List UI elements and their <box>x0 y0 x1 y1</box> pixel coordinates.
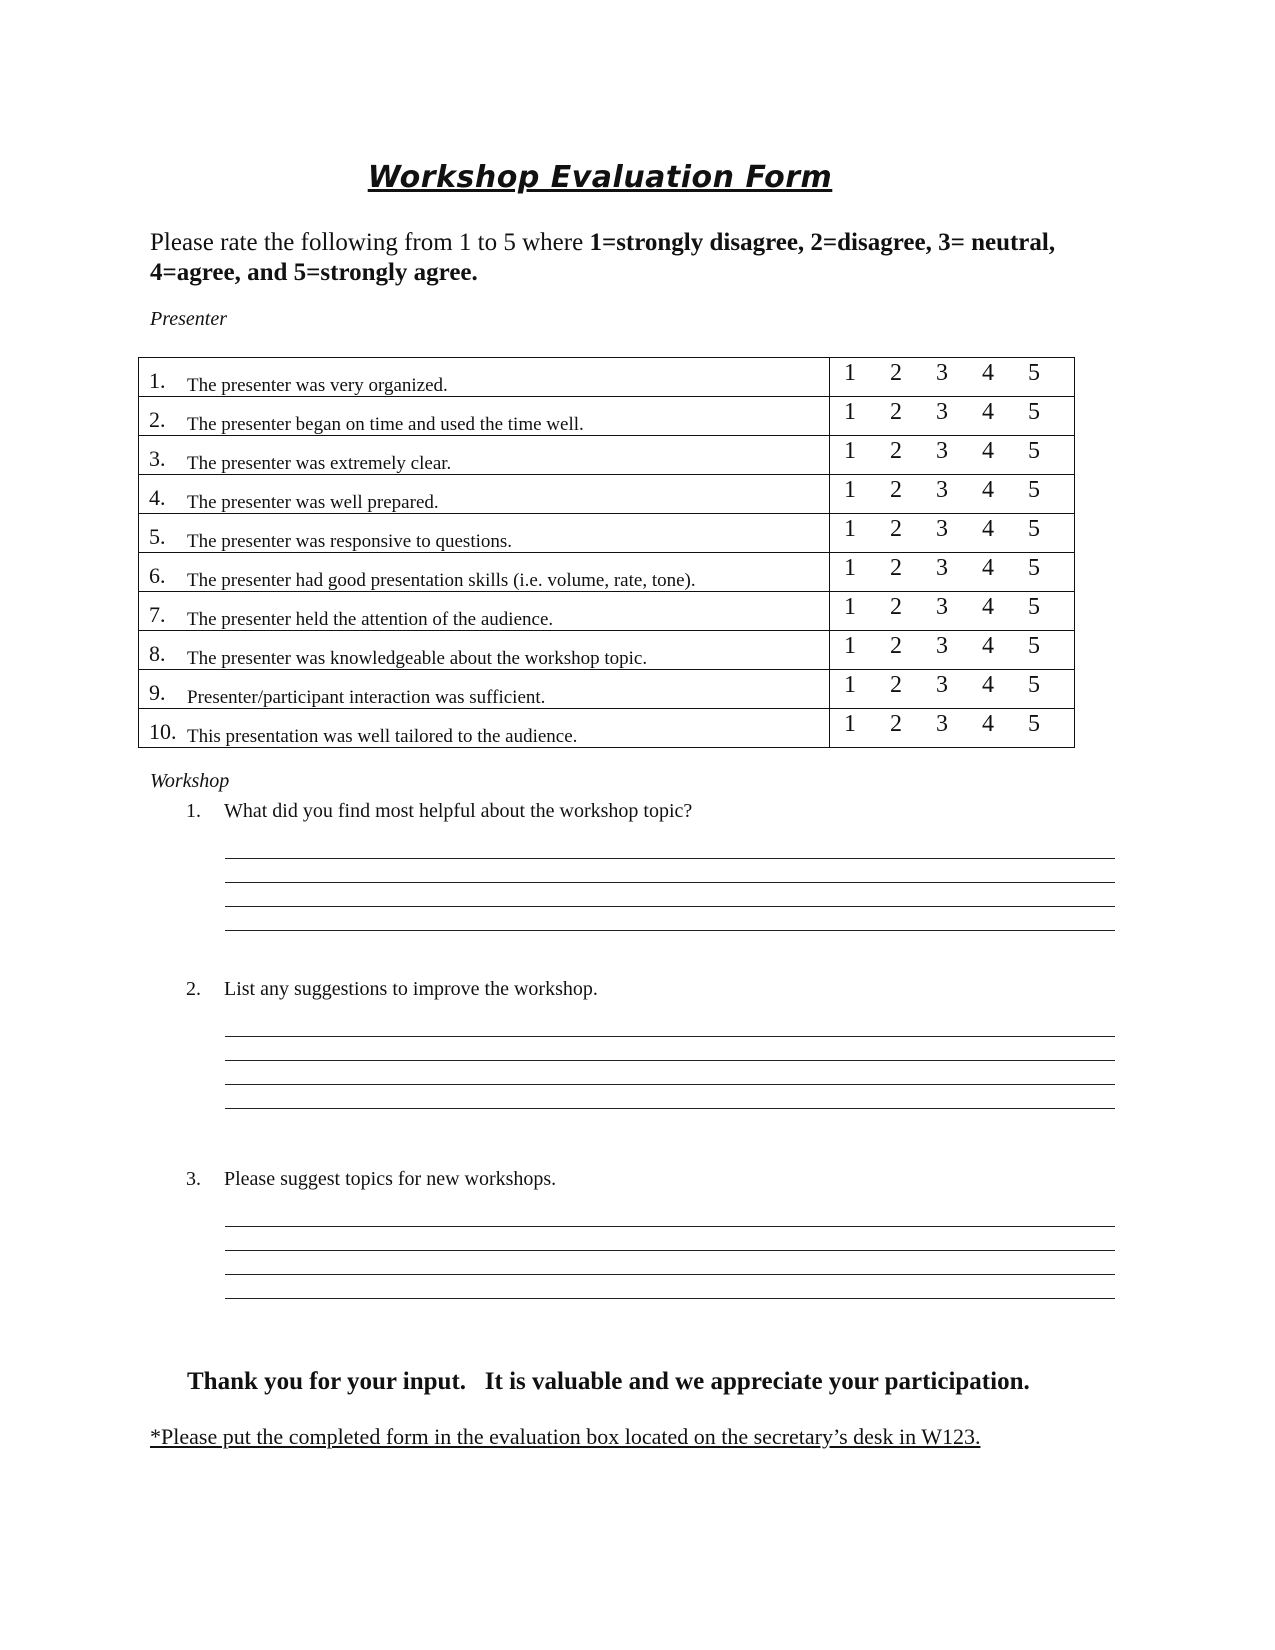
rating-option-5[interactable]: 5 <box>1028 672 1040 698</box>
rating-option-3[interactable]: 3 <box>936 399 948 425</box>
rating-option-3[interactable]: 3 <box>936 477 948 503</box>
rating-row <box>139 358 1075 397</box>
question-number: 3. <box>186 1168 201 1190</box>
rating-row <box>139 475 1075 514</box>
statement-text: The presenter was extremely clear. <box>187 453 452 474</box>
section-label-workshop: Workshop <box>150 770 230 792</box>
rating-scale <box>830 475 1075 514</box>
statement-number: 5. <box>149 524 166 549</box>
rating-option-4[interactable]: 4 <box>982 711 994 737</box>
rating-option-1[interactable]: 1 <box>844 399 856 425</box>
statement-text: The presenter was knowledgeable about the workshop topic. <box>187 648 648 669</box>
rating-scale <box>830 631 1075 670</box>
instructions-scale-legend: 1=strongly disagree, 2=disagree, 3= neutral, 4=agree, and 5=strongly agree. <box>150 229 1056 286</box>
rating-option-4[interactable]: 4 <box>982 360 994 386</box>
rating-statement <box>139 358 830 397</box>
rating-option-5[interactable]: 5 <box>1028 555 1040 581</box>
rating-option-4[interactable]: 4 <box>982 633 994 659</box>
presenter-rating-table <box>138 357 1075 748</box>
answer-line[interactable] <box>225 1203 1115 1227</box>
rating-statement <box>139 631 830 670</box>
statement-number: 2. <box>149 407 166 432</box>
rating-scale <box>830 670 1075 709</box>
statement-text: The presenter was responsive to questions. <box>187 531 513 552</box>
statement-number: 9. <box>149 680 166 705</box>
rating-statement <box>139 475 830 514</box>
rating-option-2[interactable]: 2 <box>890 360 902 386</box>
rating-instructions <box>150 228 1080 288</box>
answer-line[interactable] <box>225 1275 1115 1299</box>
question-2 <box>186 978 598 1001</box>
rating-option-5[interactable]: 5 <box>1028 711 1040 737</box>
rating-option-1[interactable]: 1 <box>844 633 856 659</box>
answer-line[interactable] <box>225 907 1115 931</box>
rating-scale <box>830 592 1075 631</box>
question-number: 2. <box>186 978 201 1000</box>
rating-option-4[interactable]: 4 <box>982 399 994 425</box>
rating-option-3[interactable]: 3 <box>936 594 948 620</box>
rating-option-1[interactable]: 1 <box>844 477 856 503</box>
rating-option-4[interactable]: 4 <box>982 477 994 503</box>
rating-option-1[interactable]: 1 <box>844 555 856 581</box>
rating-option-1[interactable]: 1 <box>844 594 856 620</box>
rating-option-4[interactable]: 4 <box>982 516 994 542</box>
rating-option-4[interactable]: 4 <box>982 672 994 698</box>
rating-option-5[interactable]: 5 <box>1028 477 1040 503</box>
statement-text: This presentation was well tailored to the audience. <box>187 726 578 747</box>
answer-line[interactable] <box>225 883 1115 907</box>
question-number: 1. <box>186 800 201 822</box>
rating-option-2[interactable]: 2 <box>890 555 902 581</box>
rating-option-3[interactable]: 3 <box>936 711 948 737</box>
question-text: What did you find most helpful about the workshop topic? <box>224 800 693 822</box>
answer-line[interactable] <box>225 1085 1115 1109</box>
thank-you-message: Thank you for your input. It is valuable and we appreciate your participation. <box>187 1368 1030 1395</box>
rating-statement <box>139 436 830 475</box>
rating-option-3[interactable]: 3 <box>936 672 948 698</box>
rating-option-3[interactable]: 3 <box>936 360 948 386</box>
statement-text: The presenter was very organized. <box>187 375 448 396</box>
rating-option-2[interactable]: 2 <box>890 711 902 737</box>
rating-option-1[interactable]: 1 <box>844 438 856 464</box>
rating-row <box>139 670 1075 709</box>
rating-statement <box>139 553 830 592</box>
answer-line[interactable] <box>225 859 1115 883</box>
rating-option-3[interactable]: 3 <box>936 438 948 464</box>
question-text: Please suggest topics for new workshops. <box>224 1168 557 1190</box>
question-text: List any suggestions to improve the workshop. <box>224 978 598 1000</box>
rating-option-5[interactable]: 5 <box>1028 438 1040 464</box>
answer-lines-3[interactable] <box>225 1203 1115 1299</box>
statement-text: The presenter was well prepared. <box>187 492 439 513</box>
rating-option-1[interactable]: 1 <box>844 672 856 698</box>
rating-option-3[interactable]: 3 <box>936 516 948 542</box>
rating-scale <box>830 397 1075 436</box>
rating-row <box>139 553 1075 592</box>
answer-line[interactable] <box>225 1061 1115 1085</box>
rating-option-5[interactable]: 5 <box>1028 360 1040 386</box>
rating-statement <box>139 397 830 436</box>
rating-row <box>139 514 1075 553</box>
statement-number: 8. <box>149 641 166 666</box>
rating-scale <box>830 514 1075 553</box>
rating-statement <box>139 592 830 631</box>
answer-line[interactable] <box>225 1037 1115 1061</box>
rating-statement <box>139 670 830 709</box>
rating-option-2[interactable]: 2 <box>890 438 902 464</box>
statement-number: 7. <box>149 602 166 627</box>
rating-statement <box>139 514 830 553</box>
rating-option-2[interactable]: 2 <box>890 516 902 542</box>
statement-number: 3. <box>149 446 166 471</box>
rating-option-4[interactable]: 4 <box>982 594 994 620</box>
rating-statement <box>139 709 830 748</box>
rating-option-5[interactable]: 5 <box>1028 399 1040 425</box>
question-1 <box>186 800 692 823</box>
rating-row <box>139 436 1075 475</box>
rating-option-2[interactable]: 2 <box>890 594 902 620</box>
form-title: Workshop Evaluation Form <box>367 160 833 195</box>
rating-option-1[interactable]: 1 <box>844 711 856 737</box>
rating-option-2[interactable]: 2 <box>890 477 902 503</box>
rating-option-2[interactable]: 2 <box>890 399 902 425</box>
rating-option-3[interactable]: 3 <box>936 555 948 581</box>
rating-option-4[interactable]: 4 <box>982 438 994 464</box>
question-3 <box>186 1168 556 1191</box>
statement-number: 1. <box>149 368 166 393</box>
submission-note: *Please put the completed form in the evaluation box located on the secretary’s desk in W123. <box>150 1424 981 1449</box>
section-label-presenter: Presenter <box>150 308 228 330</box>
rating-option-5[interactable]: 5 <box>1028 633 1040 659</box>
answer-lines-2[interactable] <box>225 1013 1115 1109</box>
statement-text: The presenter held the attention of the audience. <box>187 609 554 630</box>
rating-option-4[interactable]: 4 <box>982 555 994 581</box>
rating-scale <box>830 436 1075 475</box>
rating-option-1[interactable]: 1 <box>844 360 856 386</box>
answer-line[interactable] <box>225 1013 1115 1037</box>
rating-scale <box>830 553 1075 592</box>
rating-row <box>139 631 1075 670</box>
statement-number: 4. <box>149 485 166 510</box>
rating-scale <box>830 709 1075 748</box>
rating-row <box>139 397 1075 436</box>
rating-option-2[interactable]: 2 <box>890 633 902 659</box>
rating-scale <box>830 358 1075 397</box>
answer-line[interactable] <box>225 1251 1115 1275</box>
statement-text: The presenter had good presentation skills (i.e. volume, rate, tone). <box>187 570 696 591</box>
answer-lines-1[interactable] <box>225 835 1115 931</box>
statement-text: The presenter began on time and used the time well. <box>187 414 584 435</box>
statement-text: Presenter/participant interaction was sufficient. <box>187 687 546 708</box>
answer-line[interactable] <box>225 835 1115 859</box>
rating-option-1[interactable]: 1 <box>844 516 856 542</box>
instructions-plain: Please rate the following from 1 to 5 where <box>150 229 590 256</box>
answer-line[interactable] <box>225 1227 1115 1251</box>
rating-option-3[interactable]: 3 <box>936 633 948 659</box>
rating-option-2[interactable]: 2 <box>890 672 902 698</box>
rating-option-5[interactable]: 5 <box>1028 594 1040 620</box>
statement-number: 10. <box>149 719 177 744</box>
rating-option-5[interactable]: 5 <box>1028 516 1040 542</box>
rating-row <box>139 592 1075 631</box>
statement-number: 6. <box>149 563 166 588</box>
rating-row <box>139 709 1075 748</box>
